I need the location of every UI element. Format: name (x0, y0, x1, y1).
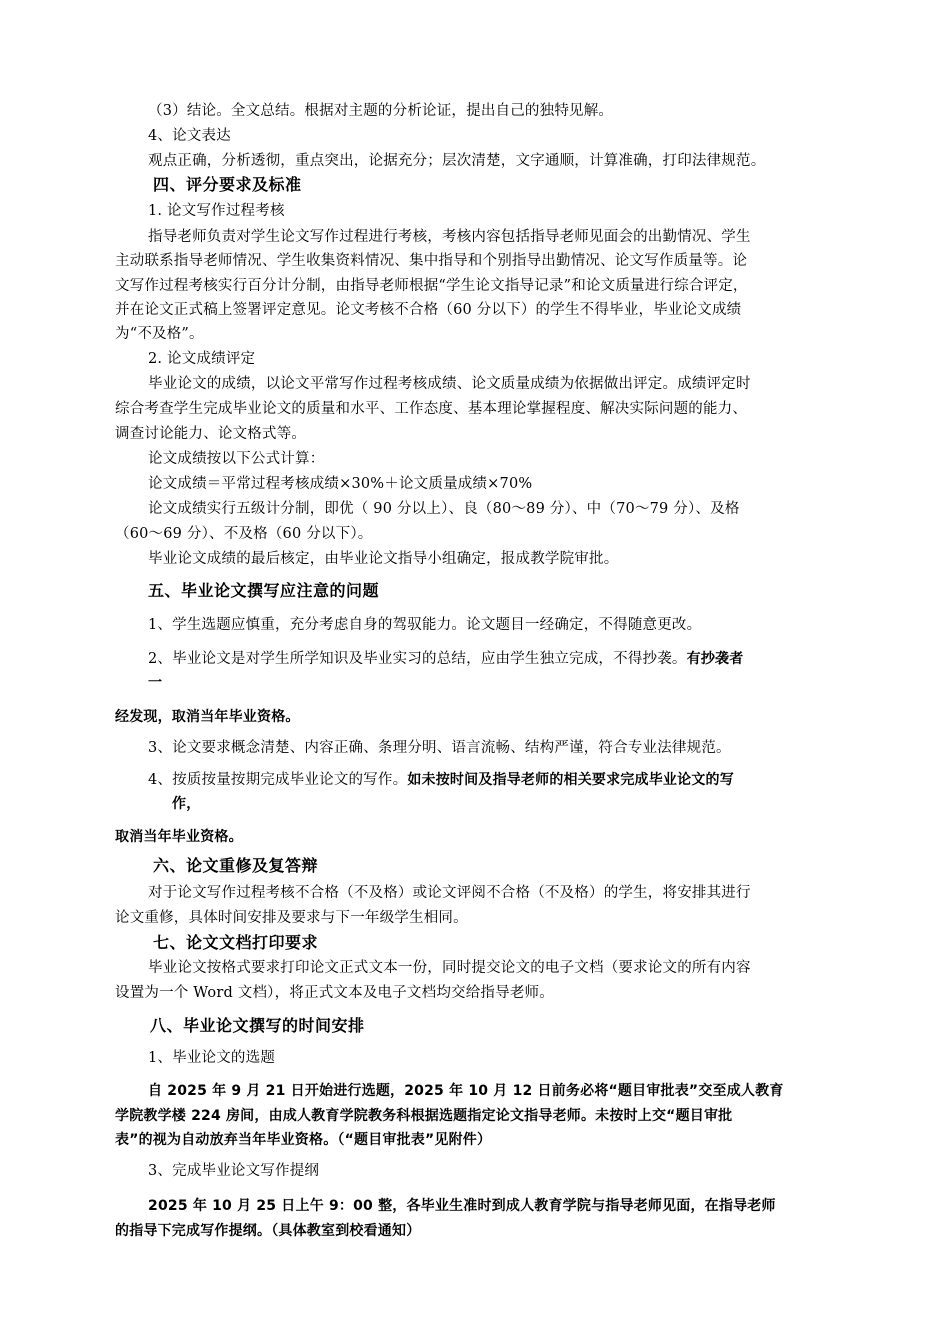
text-line: 取消当年毕业资格。 (115, 829, 243, 845)
text-line: 论文成绩按以下公式计算： (148, 451, 325, 467)
text-line: 1. 论文写作过程考核 (148, 203, 285, 219)
bold-span: 有抄袭者 (686, 651, 744, 667)
text-line: 1、毕业论文的选题 (148, 1050, 276, 1066)
text-line: 2. 论文成绩评定 (148, 351, 256, 367)
section-heading: 七、论文文档打印要求 (153, 933, 319, 952)
text-line: 经发现，取消当年毕业资格。 (115, 709, 300, 725)
text-line: 并在论文正式稿上签署评定意见。论文考核不合格（60 分以下）的学生不得毕业，毕业论文成绩 (115, 302, 742, 318)
text-line: 毕业论文成绩的最后核定，由毕业论文指导小组确定，报成教学院审批。 (148, 551, 619, 567)
text-line: 3、完成毕业论文写作提纲 (148, 1163, 320, 1179)
section-heading: 六、论文重修及复答辩 (153, 856, 319, 875)
text-line: 毕业论文的成绩，以论文平常写作过程考核成绩、论文质量成绩为依据做出评定。成绩评定时 (148, 376, 751, 392)
text-line: 1、学生选题应慎重，充分考虑自身的驾驭能力。论文题目一经确定，不得随意更改。 (148, 617, 702, 633)
text-line: 观点正确，分析透彻，重点突出，论据充分；层次清楚，文字通顺，计算准确，打印法律规范。 (148, 153, 766, 169)
text-line: 3、论文要求概念清楚、内容正确、条理分明、语言流畅、结构严谨，符合专业法律规范。 (148, 740, 731, 756)
text-line: 作， (172, 796, 201, 812)
text-line: 主动联系指导老师情况、学生收集资料情况、集中指导和个别指导出勤情况、论文写作质量等。论 (115, 253, 748, 269)
text-line: 毕业论文按格式要求打印论文正式文本一份，同时提交论文的电子文档（要求论文的所有内容 (148, 960, 751, 976)
section-heading: 五、毕业论文撰写应注意的问题 (148, 581, 380, 600)
text-line: 自 2025 年 9 月 21 日开始进行选题，2025 年 10 月 12 日前务必将“题目审批表”交至成人教育 (148, 1083, 784, 1099)
text-line: 4、论文表达 (148, 128, 231, 144)
text-line: 为“不及格”。 (115, 326, 204, 342)
text-line: 的指导下完成写作提纲。（具体教室到校看通知） (115, 1223, 421, 1239)
text-line: （3）结论。全文总结。根据对主题的分析论证，提出自己的独特见解。 (148, 103, 614, 119)
text-line: 论文成绩＝平常过程考核成绩×30%＋论文质量成绩×70% (148, 476, 533, 492)
text-span: 4、按质按量按期完成毕业论文的写作。 (148, 772, 408, 788)
text-span: 2、毕业论文是对学生所学知识及毕业实习的总结，应由学生独立完成，不得抄袭。 (148, 651, 687, 667)
text-line: 论文重修，具体时间安排及要求与下一年级学生相同。 (115, 910, 468, 926)
text-line: 指导老师负责对学生论文写作过程进行考核，考核内容包括指导老师见面会的出勤情况、学生 (148, 229, 751, 245)
text-line (148, 770, 734, 790)
text-line: 一 (148, 675, 163, 691)
text-line: 对于论文写作过程考核不合格（不及格）或论文评阅不合格（不及格）的学生，将安排其进行 (148, 885, 751, 901)
text-line: 综合考查学生完成毕业论文的质量和水平、工作态度、基本理论掌握程度、解决实际问题的能力、 (115, 401, 748, 417)
text-line: 论文成绩实行五级计分制，即优（ 90 分以上）、良（80～89 分）、中（70～79 分）、及格 (148, 501, 740, 517)
text-line: 学院教学楼 224 房间，由成人教育学院教务科根据选题指定论文指导老师。未按时上交“题目审批 (115, 1108, 733, 1124)
section-heading: 八、毕业论文撰写的时间安排 (150, 1016, 365, 1035)
section-heading: 四、评分要求及标准 (153, 175, 302, 194)
text-line: 文写作过程考核实行百分计分制，由指导老师根据“学生论文指导记录”和论文质量进行综合评定， (115, 278, 748, 294)
text-line: 调查讨论能力、论文格式等。 (115, 426, 307, 442)
text-line: 2025 年 10 月 25 日上午 9：00 整，各毕业生准时到成人教育学院与指导老师见面，在指导老师 (148, 1198, 776, 1214)
text-line (148, 649, 743, 669)
text-line: 表”的视为自动放弃当年毕业资格。（“题目审批表”见附件） (115, 1132, 492, 1148)
text-line: （60～69 分）、不及格（60 分以下）。 (115, 526, 373, 542)
text-line: 设置为一个 Word 文档），将正式文本及电子文档均交给指导老师。 (115, 985, 554, 1001)
bold-span: 如未按时间及指导老师的相关要求完成毕业论文的写 (407, 772, 734, 788)
